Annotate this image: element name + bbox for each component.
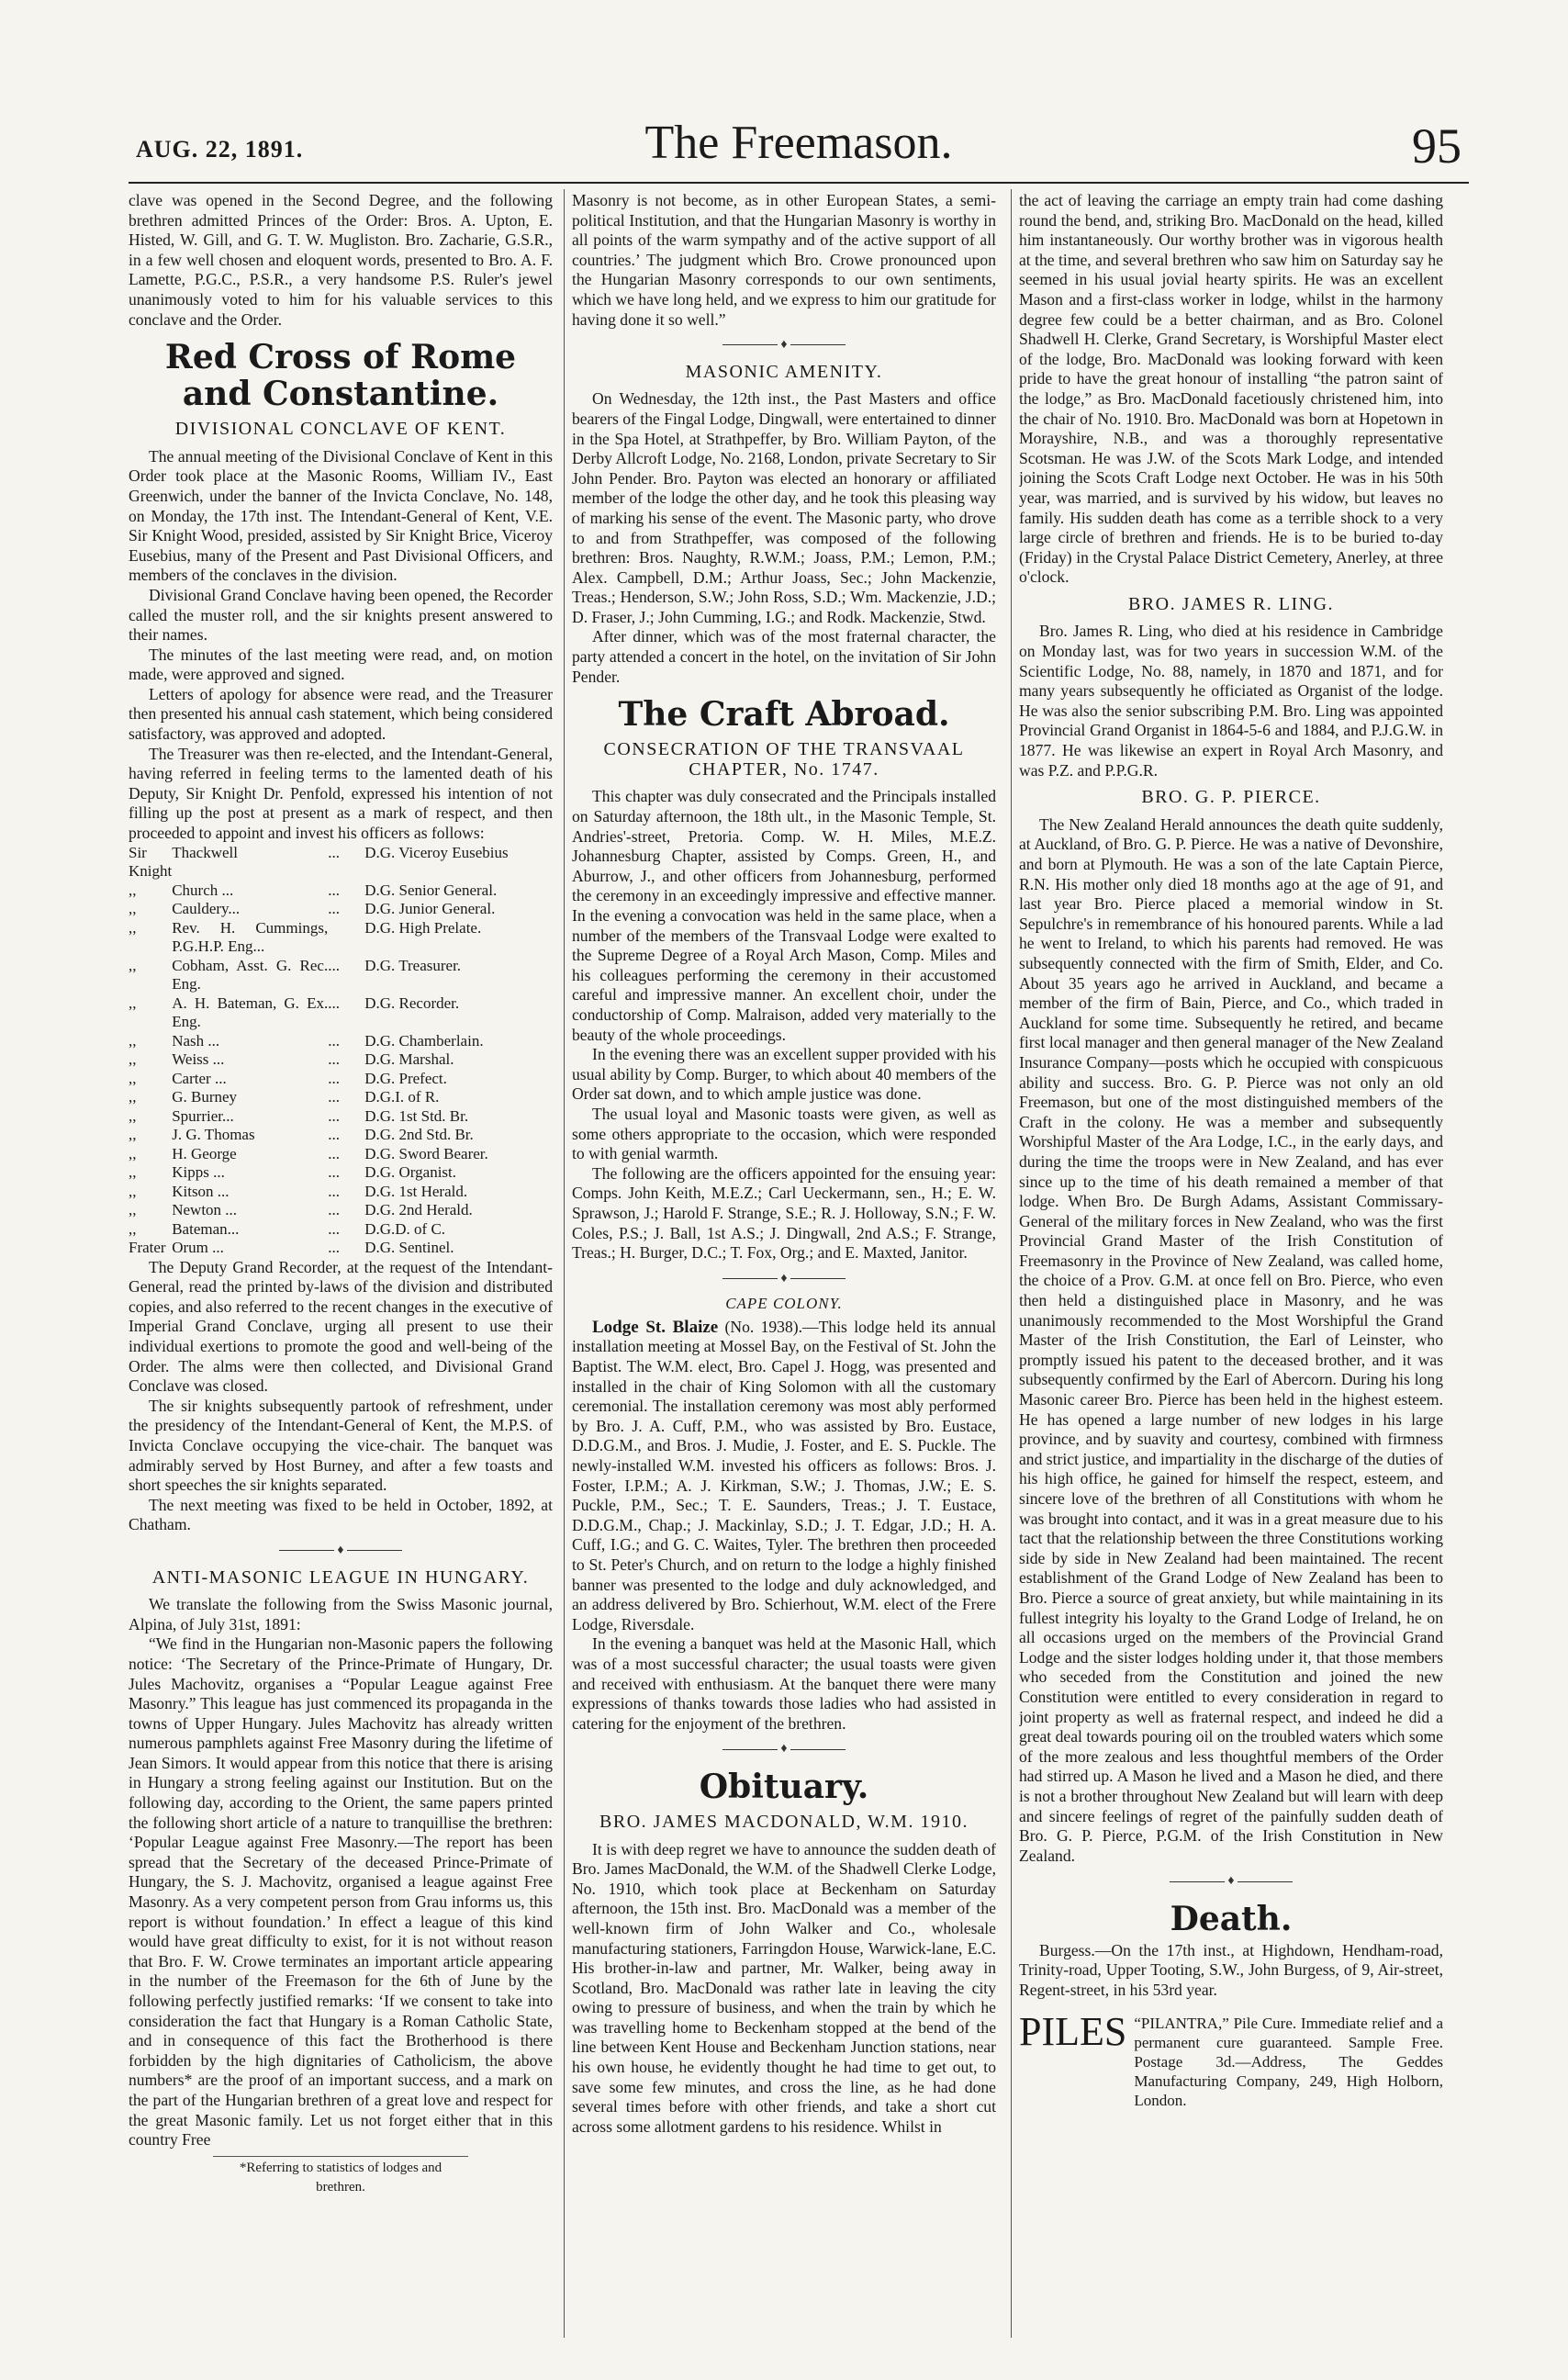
article-paragraph: After dinner, which was of the most fraternal character, the party attended a concert in the hotel, on the invitation of Sir John Pender. bbox=[572, 627, 996, 686]
officer-dots: ... bbox=[328, 1182, 340, 1200]
column-rule bbox=[1011, 189, 1012, 2338]
officer-title: ,, bbox=[129, 1088, 137, 1106]
officer-name: H. George bbox=[172, 1144, 237, 1162]
article-text: (No. 1938).—This lodge held its annual installation meeting at Mossel Bay, on the Festival of St. John the Baptist. The W.M. elect, Bro. Capel J. Hogg, was presented and installed in the chair of King Solomon with all the customary ceremonial. The installation ceremony was most ably performed by Bro. J. A. Cuff, P.M., who was assisted by Bro. Eustace, D.D.G.M., and Bros. J. Mudie, J. Foster, and E. S. Puckle. The newly-installed W.M. invested his officers as follows: Bros. J. Foster, I.P.M.; A. J. Kirkman, S.W.; J. Thomas, J.W.; E. S. Puckle, P.M., Sec.; T. E. Saunders, Treas.; J. T. Eustace, D.D.G.M., Chap.; J. Mackinlay, S.D.; J. T. Edgar, J.D.; H. A. Cuff, I.G.; and G. C. Waites, Tyler. The brethren then proceeded to St. Peter's Church, and on return to the lodge a highly finished banner was presented to the lodge and duly acknowledged, and an address delivered by Bro. Schierhout, W.M. elect of the Frere Lodge, Riversdale. bbox=[572, 1317, 996, 1633]
divider-ornament: ♦ bbox=[1019, 1871, 1443, 1892]
officer-name: Weiss ... bbox=[172, 1050, 225, 1069]
death-notice: Burgess.—On the 17th inst., at Highdown, Hendham-road, Trinity-road, Upper Tooting, S.W., John Burgess, of 9, Air-street, Regent-street, in his 53rd year. bbox=[1019, 1940, 1443, 2000]
officer-office: D.G. 2nd Std. Br. bbox=[364, 1126, 474, 1144]
article-paragraph: The minutes of the last meeting were read, and, on motion made, were approved and signed. bbox=[129, 645, 553, 684]
officer-name: Kipps ... bbox=[172, 1163, 225, 1182]
advertisement bbox=[1019, 2008, 1443, 2110]
article-paragraph: In the evening there was an excellent supper provided with his usual ability by Comp. Burger, to which about 40 members of the Order sat down, and to which ample justice was done. bbox=[572, 1045, 996, 1104]
article-paragraph: The Deputy Grand Recorder, at the request of the Intendant-General, read the printed by-laws of the division and distributed copies, and also referred to the recent changes in the executive of Imperial Grand Conclave, urging all present to use their individual exertions to promote the good and well-being of the Order. The alms were then collected, and Divisional Grand Conclave was closed. bbox=[129, 1257, 553, 1396]
officer-title: ,, bbox=[129, 1201, 137, 1219]
officer-row bbox=[129, 900, 553, 919]
officer-row bbox=[129, 1070, 553, 1089]
officer-office: D.G. 1st Std. Br. bbox=[364, 1106, 469, 1125]
lodge-name: Lodge St. Blaize bbox=[592, 1317, 719, 1337]
article-paragraph: “We find in the Hungarian non-Masonic papers the following notice: ‘The Secretary of the Prince-Primate of Hungary, Dr. Jules Machovitz, organises a “Popular League against Free Masonry.” This league has just commenced its propaganda in the towns of Upper Hungary. Jules Machovitz has already written numerous pamphlets against Free Masonry during the lifetime of Jean Simors. It would appear from this notice that there is arising in Hungary a strong feeling against our Institution. But on the following day, according to the Orient, the same papers printed the following short article of a nature to tranquillise the brethren: ‘Popular League against Free Masonry.—The report has been spread that the Secretary of the deceased Prince-Primate of Hungary, the S. J. Machovitz, organised a league against Free Masonry. As a very competent person from Grau informs us, this report is without foundation.’ In effect a league of this kind would have great difficulty to exist, for it is not without reason that Bro. F. W. Crowe terminates an important article appearing in the number of the Freemason for the 6th of June by the following perfectly justified remarks: ‘If we consent to take into consideration the fact that Hungary is a Roman Catholic State, and in consequence of this fact the Brotherhood is there forbidden by the high dignitaries of Catholicism, the above numbers* are the proof of an important success, and a mark on the part of the Hungarian brethren of a great love and respect for the great Masonic family. Let us not forget either that in this country Free bbox=[129, 1634, 553, 2150]
officer-row bbox=[129, 919, 553, 957]
officer-name: Spurrier... bbox=[172, 1106, 234, 1125]
officer-dots: ... bbox=[328, 956, 340, 974]
officer-title: ,, bbox=[129, 1182, 137, 1200]
divider-ornament: ♦ bbox=[572, 335, 996, 355]
issue-date: AUG. 22, 1891. bbox=[136, 136, 304, 163]
officer-dots: ... bbox=[328, 1219, 340, 1238]
section-heading: The Craft Abroad. bbox=[618, 695, 950, 735]
article-paragraph: On Wednesday, the 12th inst., the Past Masters and office bearers of the Fingal Lodge, Dingwall, were entertained to dinner in the Spa Hotel, at Strathpeffer, by Bro. William Payton, of the Derby Allcroft Lodge, No. 2168, London, private Secretary to Sir John Pender. Bro. Payton was elected an honorary or affiliated member of the lodge the other day, and he took this pleasing way of marking his sense of the event. The Masonic party, who drove to and from Strathpeffer, was composed of the following brethren: Bros. Naughty, R.W.M.; Joass, P.M.; Lemon, P.M.; Alex. Campbell, D.M.; Arthur Joass, Sec.; John Mackenzie, Treas.; Henderson, S.W.; John Ross, S.D.; Wm. Mackenzie, J.D.; D. Fraser, J.; John Cumming, I.G.; and Rodk. Mackenzie, Stwd. bbox=[572, 389, 996, 626]
column-2 bbox=[572, 191, 996, 2367]
officer-name: Nash ... bbox=[172, 1031, 220, 1050]
officer-dots: ... bbox=[328, 1126, 340, 1144]
article-paragraph: the act of leaving the carriage an empty train had come dashing round the bend, and, striking Bro. MacDonald on the head, killed him instantaneously. Our worthy brother was in vigorous health at the time, and several brethren who saw him on Saturday say he seemed in his usual jovial hearty spirits. He was an excellent Mason and a first-class worker in lodge, whilst in the harmony degree few could be a better chairman, and as Bro. Colonel Shadwell H. Clerke, Grand Secretary, is Worshipful Master elect of the lodge, Bro. MacDonald was looking forward with keen pride to have the great honour of installing “the patron saint of the lodge,” as Bro. MacDonald facetiously christened him, into the chair of No. 1910. Bro. MacDonald was born at Hopetown in Morayshire, N.B., and was a thoroughly representative Scotsman. He was J.W. of the Scots Mark Lodge, and intended joining the Scots Craft Lodge next October. He was in his 50th year, was married, and is survived by his widow, but leaves no family. His sudden death has come as a terrible shock to a very large circle of brethren and friends. He is to be buried to-day (Friday) in the Crystal Palace District Cemetery, Anerley, at three o'clock. bbox=[1019, 191, 1443, 587]
article-paragraph: Bro. James R. Ling, who died at his residence in Cambridge on Monday last, was for two years in succession W.M. of the Scientific Lodge, No. 88, namely, in 1870 and 1871, and for many years subsequently he officiated as Organist of the lodge. He was also the senior subscribing P.M. Bro. Ling was appointed Provincial Grand Organist in 1864-5-6 and 1884, and P.J.G.W. in 1877. He was likewise an expert in Royal Arch Masonry, and was P.Z. and P.P.G.R. bbox=[1019, 622, 1443, 780]
officer-row bbox=[129, 1032, 553, 1051]
officer-name: Newton ... bbox=[172, 1201, 238, 1219]
article-title: BRO. JAMES R. LING. bbox=[1127, 593, 1335, 614]
officer-name: Rev. H. Cummings, P.G.H.P. Eng... bbox=[172, 918, 329, 956]
article-paragraph: The usual loyal and Masonic toasts were given, as well as some others appropriate to the occasion, which were responded to with genial warmth. bbox=[572, 1104, 996, 1163]
officer-dots: ... bbox=[328, 994, 340, 1012]
officer-office: D.G. Sword Bearer. bbox=[364, 1144, 488, 1162]
officer-office: D.G. Recorder. bbox=[364, 994, 460, 1012]
officer-office: D.G. 1st Herald. bbox=[364, 1182, 468, 1200]
officer-office: D.G. Marshal. bbox=[364, 1050, 454, 1069]
article-paragraph: Letters of apology for absence were read, and the Treasurer then presented his annual cash statement, which being considered satisfactory, was approved and adopted. bbox=[129, 684, 553, 744]
article-paragraph: The following are the officers appointed for the ensuing year: Comps. John Keith, M.E.Z.; Carl Ueckermann, sen., H.; E. W. Sprawson, J.; Harold F. Strange, S.E.; R. J. Holloway, S.N.; F. W. Coles, P.S.; J. Ball, 1st A.S.; J. Dingwall, 2nd A.S.; F. Strange, Treas.; H. Burger, D.C.; T. Fox, Org.; and E. Maxted, Janitor. bbox=[572, 1163, 996, 1263]
officer-dots: ... bbox=[328, 1201, 340, 1219]
officer-title: ,, bbox=[129, 918, 137, 937]
officer-office: D.G.D. of C. bbox=[364, 1219, 446, 1238]
officer-dots: ... bbox=[328, 1144, 340, 1162]
officer-row bbox=[129, 1201, 553, 1220]
officer-office: D.G. Chamberlain. bbox=[364, 1031, 484, 1050]
article-paragraph: We translate the following from the Swiss Masonic journal, Alpina, of July 31st, 1891: bbox=[129, 1595, 553, 1633]
officer-title: ,, bbox=[129, 1050, 137, 1069]
article-title: CONSECRATION OF THE TRANSVAAL CHAPTER, No. 1747. bbox=[603, 739, 965, 780]
officer-dots bbox=[328, 919, 364, 957]
article-paragraph: In the evening a banquet was held at the Masonic Hall, which was of a most successful character; the usual toasts were given and received with enthusiasm. At the banquet there were many expressions of thanks towards those ladies who had assisted in catering for the enjoyment of the brethren. bbox=[572, 1634, 996, 1733]
officer-row bbox=[129, 1050, 553, 1070]
column-1 bbox=[129, 191, 553, 2367]
officer-name: Thackwell bbox=[172, 843, 238, 861]
officer-title: ,, bbox=[129, 956, 137, 974]
article-paragraph: This chapter was duly consecrated and the Principals installed on Saturday afternoon, the 18th ult., in the Masonic Temple, St. Andries'-street, Pretoria. Comp. W. H. Miles, M.E.Z. Johannesburg Chapter, assisted by Comps. Green, H., and Aburrow, J., and other officers from Johannesburg, performed the ceremony in an exceedingly impressive and effective manner. In the evening a convocation was held in the same place, when a number of the members of the Transvaal Lodge were exalted to the Supreme Degree of a Royal Arch Mason, Comp. Miles and his colleagues performing the ceremony in their accustomed careful and impressive manner. An excellent choir, under the conductorship of Comp. Malraison, added very materially to the beauty of the whole proceedings. bbox=[572, 787, 996, 1044]
officer-title: ,, bbox=[129, 1106, 137, 1125]
column-rule bbox=[564, 189, 565, 2338]
article-title: MASONIC AMENITY. bbox=[685, 361, 883, 382]
page-number: 95 bbox=[1412, 118, 1462, 174]
officer-office: D.G. High Prelate. bbox=[364, 918, 482, 937]
article-paragraph: The next meeting was fixed to be held in October, 1892, at Chatham. bbox=[129, 1495, 553, 1534]
officer-dots: ... bbox=[328, 1163, 340, 1182]
article-paragraph: The Treasurer was then re-elected, and the Intendant-General, having referred in feeling terms to the lamented death of his Deputy, Sir Knight Dr. Penfold, expressed his intention of not filling up the post at present as a mark of respect, and then proceeded to appoint and invest his officers as follows: bbox=[129, 744, 553, 843]
officer-row bbox=[129, 1163, 553, 1183]
page-header bbox=[129, 110, 1469, 174]
officer-office: D.G. Junior General. bbox=[364, 900, 496, 918]
officer-dots: ... bbox=[328, 1106, 340, 1125]
article-title: DIVISIONAL CONCLAVE OF KENT. bbox=[174, 419, 507, 440]
officer-name: Carter ... bbox=[172, 1069, 227, 1087]
officer-office: D.G. Prefect. bbox=[364, 1069, 447, 1087]
footnote: *Referring to statistics of lodges and brethren. bbox=[213, 2156, 467, 2198]
officer-office: D.G. Viceroy Eusebius bbox=[364, 843, 509, 861]
officer-title: ,, bbox=[129, 1219, 137, 1238]
officer-dots: ... bbox=[328, 843, 340, 861]
officer-title: ,, bbox=[129, 900, 137, 918]
officer-name: Kitson ... bbox=[172, 1182, 230, 1200]
officer-row bbox=[129, 994, 553, 1032]
article-subtitle: CAPE COLONY. bbox=[725, 1295, 843, 1313]
officer-office: D.G. Sentinel. bbox=[364, 1239, 454, 1257]
header-rule bbox=[129, 182, 1469, 184]
officer-row bbox=[129, 1107, 553, 1127]
ad-text: “PILANTRA,” Pile Cure. Immediate relief and a permanent cure guaranteed. Sample Free. Postage 3d.—Address, The Geddes Manufacturing Company, 249, High Holborn, London. bbox=[1134, 2014, 1443, 2109]
officer-name: Cobham, Asst. G. Rec. Eng. bbox=[172, 956, 329, 994]
officer-name: Cauldery... bbox=[172, 900, 241, 918]
officer-title: ,, bbox=[129, 1031, 137, 1050]
officer-name: Bateman... bbox=[172, 1219, 240, 1238]
officer-title: ,, bbox=[129, 881, 137, 899]
divider-ornament: ♦ bbox=[572, 1739, 996, 1759]
officer-row bbox=[129, 1220, 553, 1240]
officer-name: J. G. Thomas bbox=[172, 1126, 255, 1144]
officer-dots: ... bbox=[328, 881, 340, 899]
article-paragraph: Divisional Grand Conclave having been opened, the Recorder called the muster roll, and the sir knights present answered to their names. bbox=[129, 585, 553, 645]
officer-title: Frater bbox=[129, 1239, 166, 1257]
column-3 bbox=[1019, 191, 1443, 2367]
officer-title: ,, bbox=[129, 1069, 137, 1087]
officer-title: ,, bbox=[129, 994, 137, 1012]
officer-row bbox=[129, 1126, 553, 1145]
divider-ornament: ♦ bbox=[129, 1541, 553, 1561]
officer-office: D.G. 2nd Herald. bbox=[364, 1201, 473, 1219]
divider-ornament: ♦ bbox=[572, 1269, 996, 1289]
officer-office: D.G. Senior General. bbox=[364, 881, 498, 899]
officer-row bbox=[129, 844, 553, 881]
officer-row bbox=[129, 957, 553, 994]
article-title: BRO. JAMES MACDONALD, W.M. 1910. bbox=[599, 1811, 969, 1832]
officer-dots: ... bbox=[328, 900, 340, 918]
article-title: BRO. G. P. PIERCE. bbox=[1141, 787, 1321, 808]
section-heading: Obituary. bbox=[699, 1767, 869, 1806]
officer-row bbox=[129, 881, 553, 901]
section-heading: Red Cross of Rome and Constantine. bbox=[164, 338, 517, 414]
section-heading: Death. bbox=[1170, 1899, 1293, 1938]
article-paragraph: The annual meeting of the Divisional Conclave of Kent in this Order took place at the Masonic Rooms, William IV., East Greenwich, under the banner of the Invicta Conclave, No. 148, on Monday, the 17th inst. The Intendant-General of Kent, V.E. Sir Knight Wood, presided, assisted by Sir Knight Brice, Viceroy Eusebius, many of the Present and Past Divisional Officers, and members of the conclaves in the division. bbox=[129, 446, 553, 585]
masthead-title: The Freemason. bbox=[644, 117, 953, 169]
officer-row bbox=[129, 1145, 553, 1164]
officer-name: G. Burney bbox=[172, 1088, 238, 1106]
officer-dots: ... bbox=[328, 1031, 340, 1050]
officer-dots: ... bbox=[328, 1069, 340, 1087]
officer-row bbox=[129, 1239, 553, 1258]
officer-title: ,, bbox=[129, 1144, 137, 1162]
officer-dots: ... bbox=[328, 1050, 340, 1069]
article-paragraph: clave was opened in the Second Degree, and the following brethren admitted Princes of the Order: Bros. A. Upton, E. Histed, W. Gill, and G. T. W. Mugliston. Bro. Zacharie, G.S.R., in a few well chosen and eloquent words, presented to Bro. A. F. Lamette, P.G.C., P.S.R., a very handsome P.S. Ruler's jewel unanimously voted to him for his valuable services to this conclave and the Order. bbox=[129, 191, 553, 329]
officer-name: Church ... bbox=[172, 881, 234, 899]
officer-title: Sir Knight bbox=[129, 843, 173, 881]
officer-office: D.G.I. of R. bbox=[364, 1088, 440, 1106]
officers-table bbox=[129, 844, 553, 1258]
ad-headline: PILES bbox=[1019, 2008, 1127, 2054]
officer-row bbox=[129, 1183, 553, 1202]
officer-office: D.G. Treasurer. bbox=[364, 956, 462, 974]
officer-dots: ... bbox=[328, 1088, 340, 1106]
officer-office: D.G. Organist. bbox=[364, 1163, 457, 1182]
officer-name: A. H. Bateman, G. Ex. Eng. bbox=[172, 994, 329, 1031]
article-paragraph: It is with deep regret we have to announce the sudden death of Bro. James MacDonald, the W.M. of the Shadwell Clerke Lodge, No. 1910, which took place at Beckenham on Saturday afternoon, the 15th inst. Bro. MacDonald was a member of the well-known firm of John Walker and Co., wholesale manufacturing stationers, Farringdon House, Warwick-lane, E.C. His brother-in-law and partner, Mr. Walker, being away in Scotland, Bro. MacDonald was rather late in leaving the city owing to pressure of business, and when the train by which he was travelling home to Beckenham stopped at the bend of the line between Kent House and Beckenham Junction stations, near his own house, he evidently thought he had time to get out, to save some few minutes, and cross the line, as he had done several times before with other friends, and take a short cut across some allotment gardens to his residence. Whilst in bbox=[572, 1839, 996, 2136]
article-paragraph: The New Zealand Herald announces the death quite suddenly, at Auckland, of Bro. G. P. Pierce. He was a native of Devonshire, and born at Plymouth. He was a son of the late Captain Pierce, R.N. His mother only died 18 months ago at the age of 91, and last year Bro. Pierce placed a memorial window in St. Sepulchre's in remembrance of his honoured parents. While a lad he went to Ireland, to which his parents had removed. He was subsequently connected with the firm of Smith, Elder, and Co. About 35 years ago he arrived in Auckland, and became a member of the firm of Bain, Pierce, and Co., which traded in Auckland for some time. Subsequently he retired, and became first local manager and then general manager of the New Zealand Insurance Company—posts which he occupied with conspicuous ability and success. Bro. G. P. Pierce was not only an old Freemason, but one of the most distinguished members of the Craft in the colony. He was a member and subsequently Worshipful Master of the Ara Lodge, I.C., in the early days, and during the time the troops were in New Zealand, and has ever since up to the time of his death remained a member of that lodge. When Bro. De Burgh Adams, Assistant Commissary-General of the military forces in New Zealand, who was the first Provincial Grand Master of the Irish Constitution of Freemasonry in the Province of New Zealand, was called home, the choice of a Prov. G.M. at once fell on Bro. Pierce, who even then held a distinguished place in Masonry, and he was unanimously recommended to the Most Worshipful the Grand Master of the Irish Constitution, the Earl of Leinster, who promptly issued his patent to the deceased brother, and it was subsequently confirmed by the Earl of Abercorn. During his long Masonic career Bro. Pierce has been held in the highest esteem. He has opened a large number of new lodges in his large province, and by suavity and courtesy, combined with firmness and strict justice, and impartiality in the discharge of the duties of his high office, he gained for himself the respect, esteem, and sincere love of the brethren of all Constitutions with whom he was brought into contact, and it was in a great measure due to his tact that the relationship between the three Constitutions working side by side in New Zealand had been maintained. The recent establishment of the Grand Lodge of New Zealand has been to Bro. Pierce a source of great anxiety, but while maintaining in its fullest integrity his loyalty to the Grand Lodge of Ireland, he on all occasions urged on the members of the Provincial Grand Lodge and the sister lodges holding under it, that those members who seceded from the Constitution and joined the new Constitution were entitled to every consideration in regard to joint property as well as fraternal respect, and indeed he did a great deal towards pouring oil on the troubled waters which some of the more zealous and less thoughtful members of the Order had stirred up. A Mason he lived and a Mason he died, and there is not a brother throughout New Zealand but will learn with deep and sincere feelings of regret of the painfully sudden death of Bro. G. P. Pierce, P.G.M. of the Irish Constitution in New Zealand. bbox=[1019, 814, 1443, 1865]
officer-name: Orum ... bbox=[172, 1239, 224, 1257]
officer-title: ,, bbox=[129, 1163, 137, 1182]
officer-title: ,, bbox=[129, 1126, 137, 1144]
officer-row bbox=[129, 1088, 553, 1107]
article-title: ANTI-MASONIC LEAGUE IN HUNGARY. bbox=[151, 1566, 530, 1588]
article-paragraph: The sir knights subsequently partook of refreshment, under the presidency of the Intendant-General of Kent, the M.P.S. of Invicta Conclave occupying the vice-chair. The banquet was admirably served by Host Burney, and after a few toasts and short speeches the sir knights separated. bbox=[129, 1396, 553, 1495]
article-paragraph: Masonry is not become, as in other European States, a semi-political Institution, and that the Hungarian Masonry is worthy in all points of the warm sympathy and of the active support of all countries.’ The judgment which Bro. Crowe pronounced upon the Hungarian Masonry corresponds to our own sentiments, which we have long held, and we express to him our gratitude for having done it so well.” bbox=[572, 191, 996, 329]
officer-dots: ... bbox=[328, 1239, 340, 1257]
